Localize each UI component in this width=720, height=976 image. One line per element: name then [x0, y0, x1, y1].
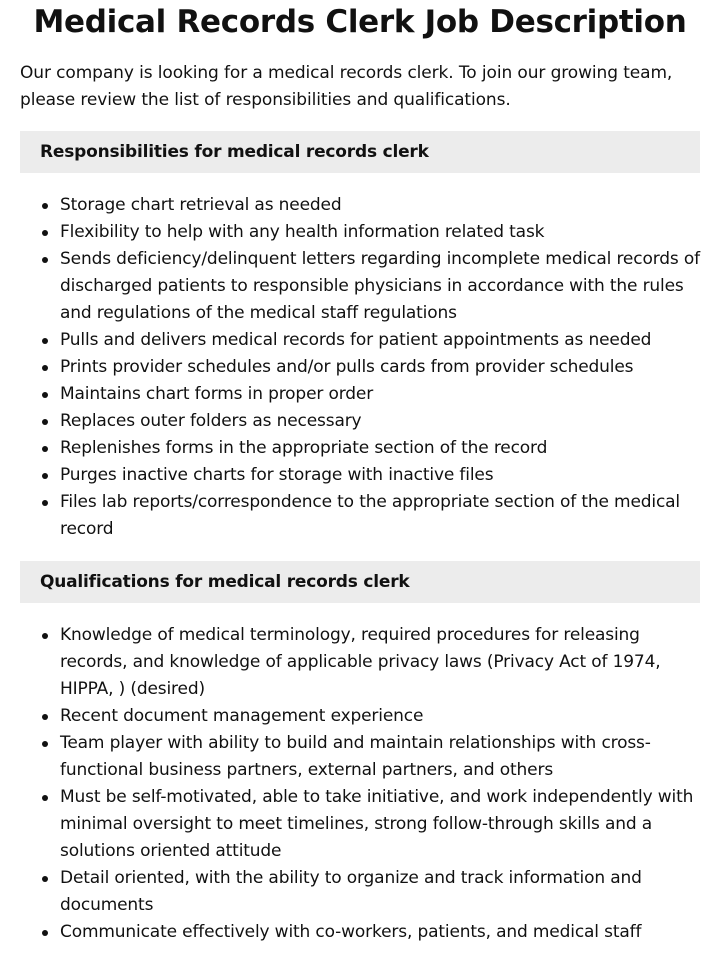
- responsibility-item: Pulls and delivers medical records for patient appointments as needed: [60, 327, 700, 354]
- page-title: Medical Records Clerk Job Description: [33, 4, 687, 40]
- qualification-item: Must be self-motivated, able to take initiative, and work independently with minimal oversight to meet timelines, strong follow-through skills and a solutions oriented attitude: [60, 784, 700, 865]
- intro-paragraph: Our company is looking for a medical records clerk. To join our growing team, please review the list of responsibilities and qualifications.: [20, 63, 673, 110]
- responsibility-item: Flexibility to help with any health information related task: [60, 219, 700, 246]
- qualifications-list: [20, 622, 700, 946]
- qualification-item: Communicate effectively with co-workers, patients, and medical staff: [60, 919, 700, 946]
- qualification-item: Knowledge of medical terminology, required procedures for releasing records, and knowledge of applicable privacy laws (Privacy Act of 1974, HIPPA, ) (desired): [60, 622, 700, 703]
- responsibility-item: Sends deficiency/delinquent letters regarding incomplete medical records of discharged patients to responsible physicians in accordance with the rules and regulations of the medical staff regulations: [60, 246, 700, 327]
- responsibility-item: Replaces outer folders as necessary: [60, 408, 700, 435]
- responsibilities-heading: Responsibilities for medical records clerk: [20, 131, 700, 173]
- qualification-item: Team player with ability to build and maintain relationships with cross-functional business partners, external partners, and others: [60, 730, 700, 784]
- responsibility-item: Purges inactive charts for storage with inactive files: [60, 462, 700, 489]
- responsibilities-list: [20, 192, 700, 543]
- responsibility-item: Files lab reports/correspondence to the appropriate section of the medical record: [60, 489, 700, 543]
- responsibility-item: Replenishes forms in the appropriate section of the record: [60, 435, 700, 462]
- qualifications-heading: Qualifications for medical records clerk: [20, 561, 700, 603]
- qualification-item: Recent document management experience: [60, 703, 700, 730]
- responsibility-item: Prints provider schedules and/or pulls cards from provider schedules: [60, 354, 700, 381]
- responsibility-item: Maintains chart forms in proper order: [60, 381, 700, 408]
- qualification-item: Detail oriented, with the ability to organize and track information and documents: [60, 865, 700, 919]
- responsibility-item: Storage chart retrieval as needed: [60, 192, 700, 219]
